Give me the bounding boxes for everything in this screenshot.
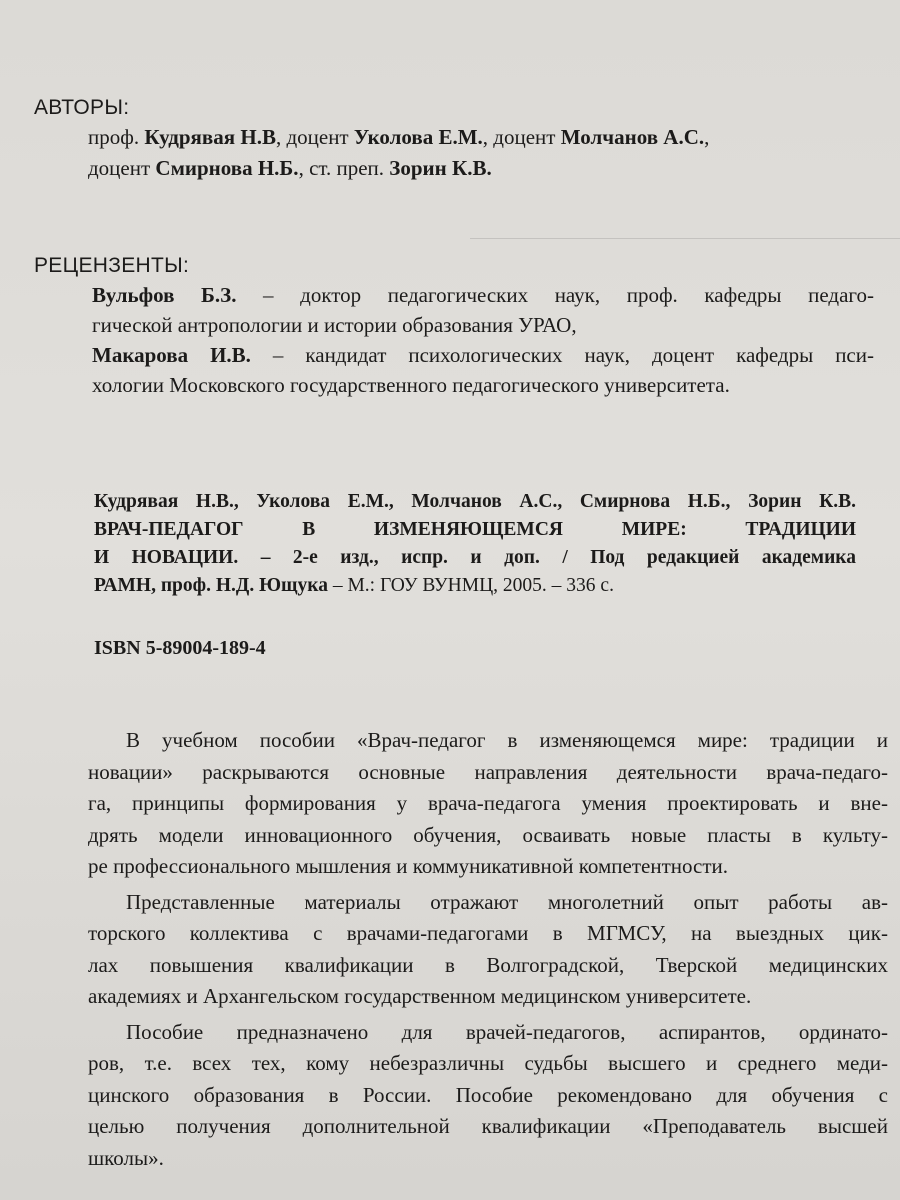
bibliographic-entry <box>94 488 856 600</box>
abstract-line: цинского образования в России. Пособие рекомендовано для обучения с <box>88 1082 888 1107</box>
abstract-line: В учебном пособии «Врач-педагог в изменяющемся мире: традиции и <box>126 728 888 752</box>
abstract-line: га, принципы формирования у врача-педагога умения проектировать и вне- <box>88 791 888 815</box>
abstract-line: новации» раскрываются основные направления деятельности врача-педаго- <box>88 759 888 784</box>
abstract-paragraph-1 <box>88 725 888 883</box>
abstract-line: лах повышения квалификации в Волгоградской, Тверской медицинских <box>88 952 888 977</box>
biblio-line-2: ВРАЧ-ПЕДАГОГ В ИЗМЕНЯЮЩЕМСЯ МИРЕ: ТРАДИЦИИ <box>94 519 856 540</box>
abstract-line: дрять модели инновационного обучения, осваивать новые пласты в культу- <box>88 822 888 847</box>
text-fragment: – доктор педагогических наук, проф. кафедры педаго- <box>236 283 874 307</box>
author-name: Смирнова Н.Б. <box>155 156 299 180</box>
abstract-paragraph-3 <box>88 1017 888 1175</box>
author-name: Уколова Е.М. <box>353 125 483 149</box>
biblio-line-1: Кудрявая Н.В., Уколова Е.М., Молчанов А.С., Смирнова Н.Б., Зорин К.В. <box>94 491 856 512</box>
abstract-line: академиях и Архангельском государственном медицинском университете. <box>88 984 752 1008</box>
abstract-line: Представленные материалы отражают многолетний опыт работы ав- <box>126 889 888 914</box>
biblio-line-3: И НОВАЦИИ. – 2-е изд., испр. и доп. / Под редакцией академика <box>94 547 856 568</box>
isbn: ISBN 5-89004-189-4 <box>94 637 266 659</box>
text-fragment: – М.: ГОУ ВУНМЦ, 2005. – 336 с. <box>327 575 614 596</box>
text-fragment: доцент <box>88 156 156 180</box>
text-fragment: , доцент <box>482 125 561 149</box>
author-name: Кудрявая Н.В <box>144 125 276 149</box>
abstract-line: торского коллектива с врачами-педагогами в МГМСУ, на выездных цик- <box>88 921 888 945</box>
author-name: Зорин К.В. <box>389 156 492 180</box>
abstract-line: ров, т.е. всех тех, кому небезразличны судьбы высшего и среднего меди- <box>88 1051 888 1075</box>
abstract-line: Пособие предназначено для врачей-педагогов, аспирантов, ординато- <box>126 1019 888 1044</box>
text-fragment: проф. <box>88 125 145 149</box>
reviewer-name: Макарова И.В. <box>92 343 251 367</box>
show-through-rule <box>470 238 900 239</box>
abstract-paragraph-2 <box>88 887 888 1013</box>
reviewer-1-line-2: гической антропологии и истории образования УРАО, <box>92 313 577 337</box>
abstract-line: целью получения дополнительной квалификации «Преподаватель высшей <box>88 1114 888 1138</box>
biblio-line-4 <box>94 572 856 600</box>
authors-line-1 <box>88 122 872 153</box>
abstract-line: школы». <box>88 1145 164 1170</box>
reviewer-2-line-2: хологии Московского государственного педагогического университета. <box>92 373 730 397</box>
authors-line-2 <box>88 153 872 184</box>
reviewers-label: РЕЦЕНЗЕНТЫ: <box>34 254 190 277</box>
text-fragment: , доцент <box>275 125 354 149</box>
reviewer-1-line-1 <box>92 280 874 310</box>
author-name: Молчанов А.С. <box>560 125 705 149</box>
text-fragment: , ст. преп. <box>298 156 390 180</box>
reviewer-name: Вульфов Б.З. <box>92 283 237 307</box>
reviewer-2-line-1 <box>92 340 874 370</box>
authors-label: АВТОРЫ: <box>34 96 130 119</box>
reviewers-block <box>92 280 874 400</box>
text-fragment: , <box>704 125 710 149</box>
abstract-line: ре профессионального мышления и коммуникативной компетентности. <box>88 854 729 878</box>
text-fragment: – кандидат психологических наук, доцент кафедры пси- <box>250 343 874 367</box>
abstract <box>88 725 888 1178</box>
text-fragment: РАМН, проф. Н.Д. Ющука <box>94 575 328 596</box>
authors-block <box>88 122 872 184</box>
